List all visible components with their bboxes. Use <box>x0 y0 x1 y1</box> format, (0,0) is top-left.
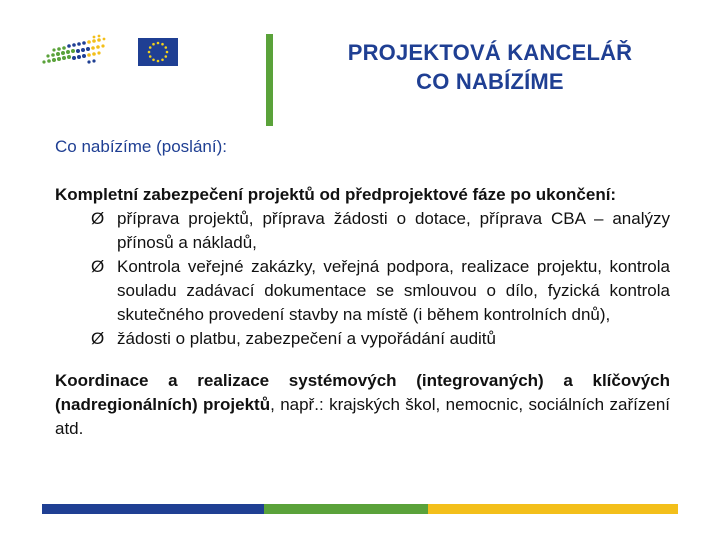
header-divider <box>266 34 273 126</box>
eu-star <box>149 55 152 58</box>
bullet-arrow-icon: Ø <box>91 257 105 276</box>
eu-star <box>149 46 152 49</box>
footer-bar-green <box>264 504 428 514</box>
eu-star <box>161 43 164 46</box>
eu-star <box>152 58 155 61</box>
eu-star <box>166 51 169 54</box>
eu-flag-icon <box>138 38 178 66</box>
bullet-text: příprava projektů, příprava žádosti o dotace, příprava CBA – analýzy přínosů a nákladů, <box>117 209 670 252</box>
bullet-text: žádosti o platbu, zabezpečení a vypořádání auditů <box>117 329 496 348</box>
list-item <box>55 255 670 327</box>
list-item <box>55 327 670 351</box>
bullet-list <box>55 207 670 351</box>
eu-star <box>152 43 155 46</box>
bullet-arrow-icon: Ø <box>91 329 105 348</box>
closing-text: , např.: krajských škol, nemocnic, sociálních zařízení atd. <box>55 395 670 438</box>
dotted-wave-logo-icon <box>40 34 108 68</box>
bullet-arrow-icon: Ø <box>91 209 105 228</box>
eu-star <box>157 60 160 63</box>
intro-paragraph <box>55 183 670 207</box>
eu-star <box>161 58 164 61</box>
main-content <box>55 183 670 441</box>
subheading: Co nabízíme (poslání): <box>55 137 227 156</box>
closing-bold-text: Koordinace a realizace systémových (integrovaných) a klíčových (nadregionálních) projektů <box>55 371 670 414</box>
title-line-1: PROJEKTOVÁ KANCELÁŘ <box>347 40 633 65</box>
eu-star <box>157 42 160 45</box>
footer-color-bar <box>42 504 678 514</box>
page-title <box>290 38 690 96</box>
footer-bar-yellow <box>428 504 678 514</box>
list-item <box>55 207 670 255</box>
eu-star <box>148 51 151 54</box>
intro-text: Kompletní zabezpečení projektů od předprojektové fáze po ukončení: <box>55 185 617 204</box>
footer-bar-blue <box>42 504 264 514</box>
title-line-2: CO NABÍZÍME <box>416 69 564 94</box>
closing-paragraph <box>55 369 670 441</box>
eu-star <box>164 55 167 58</box>
bullet-text: Kontrola veřejné zakázky, veřejná podpora, realizace projektu, kontrola souladu zadávací dokumentace se smlouvou o dílo, fyzická kontrola skutečného provedení stavby na místě (i během kontrolních dnů), <box>117 257 670 324</box>
eu-star <box>164 46 167 49</box>
